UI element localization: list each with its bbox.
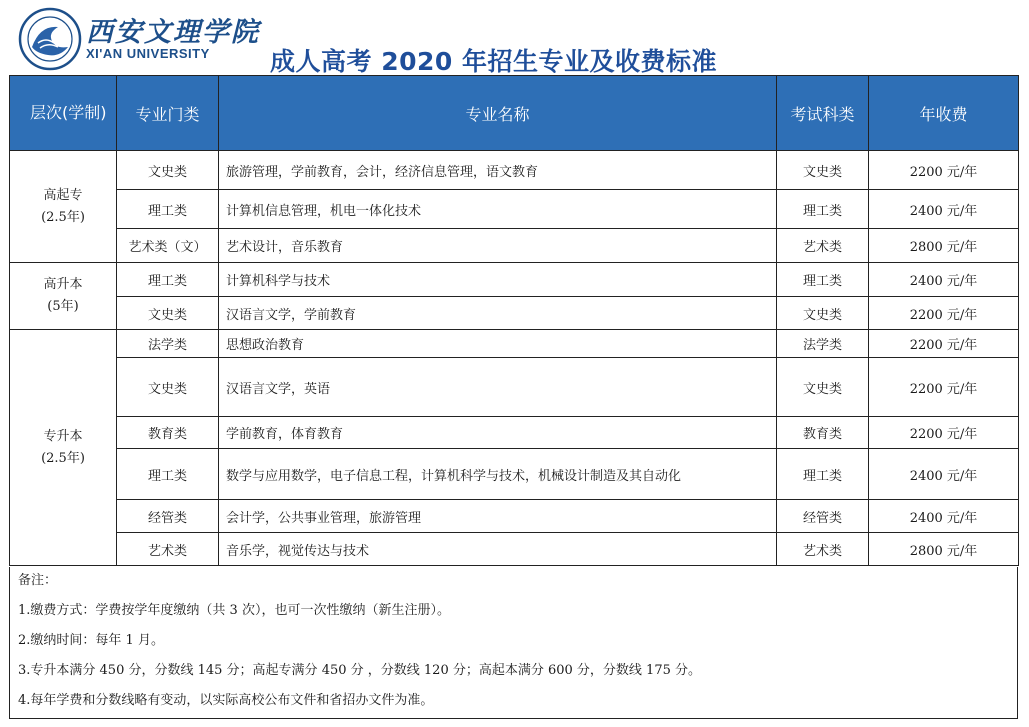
subject-cell: 文史类 bbox=[777, 151, 869, 190]
subject-cell: 文史类 bbox=[777, 297, 869, 330]
fee-cell: 2400 元/年 bbox=[869, 263, 1019, 297]
note-item: 1.缴费方式：学费按学年度缴纳（共 3 次），也可一次性缴纳（新生注册）。 bbox=[18, 603, 450, 618]
category-cell: 理工类 bbox=[117, 190, 219, 229]
document-header bbox=[0, 0, 1029, 76]
table-row bbox=[10, 330, 1019, 358]
majors-cell: 汉语言文学，英语 bbox=[219, 358, 777, 417]
majors-cell: 数学与应用数学，电子信息工程，计算机科学与技术，机械设计制造及其自动化 bbox=[219, 449, 777, 500]
category-cell: 经管类 bbox=[117, 500, 219, 533]
table-row bbox=[10, 229, 1019, 263]
table-row bbox=[10, 417, 1019, 449]
table-row bbox=[10, 263, 1019, 297]
subject-cell: 法学类 bbox=[777, 330, 869, 358]
level-duration: (2.5年) bbox=[41, 450, 85, 466]
category-cell: 法学类 bbox=[117, 330, 219, 358]
university-logo-cn: 西安文理学院 bbox=[86, 17, 260, 48]
subject-cell: 文史类 bbox=[777, 358, 869, 417]
page-title: 成人高考 2020 年招生专业及收费标准 bbox=[270, 47, 717, 76]
category-cell: 艺术类（文） bbox=[117, 229, 219, 263]
category-cell: 理工类 bbox=[117, 263, 219, 297]
fee-cell: 2800 元/年 bbox=[869, 229, 1019, 263]
subject-cell: 理工类 bbox=[777, 449, 869, 500]
category-cell: 艺术类 bbox=[117, 533, 219, 566]
level-name: 专升本 bbox=[43, 428, 83, 444]
majors-cell: 汉语言文学，学前教育 bbox=[219, 297, 777, 330]
level-cell bbox=[10, 330, 117, 566]
subject-cell: 艺术类 bbox=[777, 533, 869, 566]
majors-cell: 学前教育，体育教育 bbox=[219, 417, 777, 449]
level-cell bbox=[10, 151, 117, 263]
category-cell: 理工类 bbox=[117, 449, 219, 500]
column-header-major-names: 专业名称 bbox=[219, 76, 777, 151]
table-row bbox=[10, 297, 1019, 330]
fee-cell: 2400 元/年 bbox=[869, 500, 1019, 533]
subject-cell: 教育类 bbox=[777, 417, 869, 449]
notes-section bbox=[9, 567, 1018, 719]
majors-cell: 计算机科学与技术 bbox=[219, 263, 777, 297]
table-row bbox=[10, 533, 1019, 566]
fee-cell: 2200 元/年 bbox=[869, 297, 1019, 330]
category-cell: 教育类 bbox=[117, 417, 219, 449]
note-item: 4.每年学费和分数线略有变动，以实际高校公布文件和省招办文件为准。 bbox=[18, 693, 434, 708]
level-duration: (5年) bbox=[47, 299, 79, 314]
table-row bbox=[10, 190, 1019, 229]
fee-cell: 2200 元/年 bbox=[869, 358, 1019, 417]
table-row bbox=[10, 358, 1019, 417]
table-row bbox=[10, 449, 1019, 500]
table-row bbox=[10, 500, 1019, 533]
note-item: 3.专升本满分 450 分，分数线 145 分；高起专满分 450 分 ，分数线 120 分；高起本满分 600 分，分数线 175 分。 bbox=[18, 663, 702, 678]
university-seal-icon bbox=[18, 7, 82, 71]
fee-cell: 2800 元/年 bbox=[869, 533, 1019, 566]
majors-cell: 计算机信息管理，机电一体化技术 bbox=[219, 190, 777, 229]
category-cell: 文史类 bbox=[117, 297, 219, 330]
fee-cell: 2200 元/年 bbox=[869, 417, 1019, 449]
table-header-row bbox=[10, 76, 1019, 151]
level-duration: (2.5年) bbox=[41, 209, 85, 225]
category-cell: 文史类 bbox=[117, 151, 219, 190]
column-header-exam-subject: 考试科类 bbox=[777, 76, 869, 151]
category-cell: 文史类 bbox=[117, 358, 219, 417]
subject-cell: 理工类 bbox=[777, 190, 869, 229]
level-name: 高升本 bbox=[43, 277, 83, 292]
majors-cell: 思想政治教育 bbox=[219, 330, 777, 358]
fee-table bbox=[9, 75, 1019, 566]
majors-cell: 旅游管理，学前教育，会计，经济信息管理，语文教育 bbox=[219, 151, 777, 190]
fee-cell: 2400 元/年 bbox=[869, 190, 1019, 229]
table-row bbox=[10, 151, 1019, 190]
subject-cell: 艺术类 bbox=[777, 229, 869, 263]
column-header-level: 层次(学制) bbox=[10, 76, 117, 151]
fee-cell: 2200 元/年 bbox=[869, 330, 1019, 358]
subject-cell: 理工类 bbox=[777, 263, 869, 297]
level-name: 高起专 bbox=[43, 187, 83, 203]
university-logo-en: XI'AN UNIVERSITY bbox=[86, 46, 210, 61]
note-item: 2.缴纳时间：每年 1 月。 bbox=[18, 633, 164, 648]
fee-cell: 2400 元/年 bbox=[869, 449, 1019, 500]
majors-cell: 音乐学，视觉传达与技术 bbox=[219, 533, 777, 566]
subject-cell: 经管类 bbox=[777, 500, 869, 533]
majors-cell: 会计学，公共事业管理，旅游管理 bbox=[219, 500, 777, 533]
level-cell bbox=[10, 263, 117, 330]
column-header-category: 专业门类 bbox=[117, 76, 219, 151]
column-header-annual-fee: 年收费 bbox=[869, 76, 1019, 151]
majors-cell: 艺术设计，音乐教育 bbox=[219, 229, 777, 263]
fee-cell: 2200 元/年 bbox=[869, 151, 1019, 190]
notes-title: 备注： bbox=[18, 573, 58, 588]
